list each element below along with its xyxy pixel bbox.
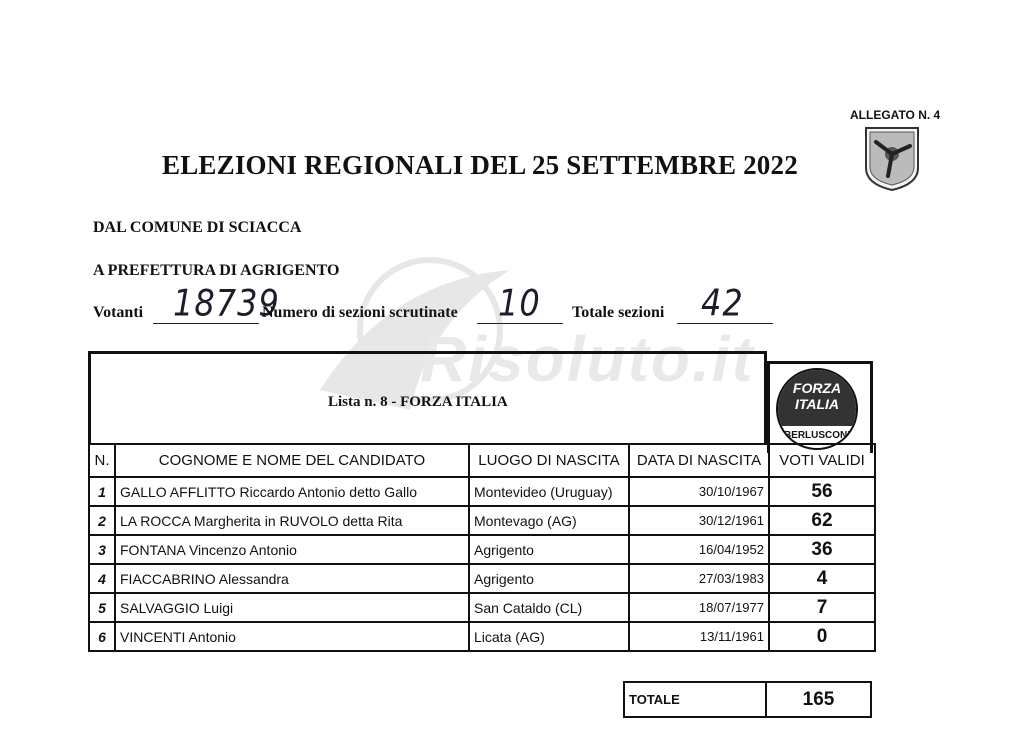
votes-summary <box>93 281 793 330</box>
votanti-value: 18739 <box>173 281 280 325</box>
birthdate: 16/04/1952 <box>629 535 769 564</box>
candidates-table <box>88 443 876 652</box>
birthplace: Montevago (AG) <box>469 506 629 535</box>
candidate-name: LA ROCCA Margherita in RUVOLO detta Rita <box>115 506 469 535</box>
logo-text-forza: FORZA <box>792 380 842 396</box>
birthplace: Agrigento <box>469 564 629 593</box>
birthplace: Montevideo (Uruguay) <box>469 477 629 506</box>
logo-text-berlusconi: BERLUSCONI <box>783 430 851 441</box>
birthdate: 13/11/1961 <box>629 622 769 651</box>
totale-sezioni-label: Totale sezioni <box>572 304 665 321</box>
header-number: N. <box>89 444 115 477</box>
row-number: 2 <box>89 506 115 535</box>
sezioni-scrutinate-value: 10 <box>498 281 541 325</box>
candidate-name: GALLO AFFLITTO Riccardo Antonio detto Gallo <box>115 477 469 506</box>
valid-votes: 62 <box>769 506 875 535</box>
table-row <box>89 622 875 651</box>
page-title: ELEZIONI REGIONALI DEL 25 SETTEMBRE 2022 <box>162 150 798 180</box>
birthplace: San Cataldo (CL) <box>469 593 629 622</box>
birthplace: Agrigento <box>469 535 629 564</box>
total-label: TOTALE <box>629 692 680 707</box>
from-municipality: DAL COMUNE DI SCIACCA <box>93 219 302 236</box>
to-prefecture: A PREFETTURA DI AGRIGENTO <box>93 262 340 279</box>
party-logo-box <box>767 361 873 453</box>
valid-votes: 36 <box>769 535 875 564</box>
candidate-name: FONTANA Vincenzo Antonio <box>115 535 469 564</box>
row-number: 5 <box>89 593 115 622</box>
birthdate: 30/12/1961 <box>629 506 769 535</box>
watermark-text: Risoluto.it <box>420 323 755 395</box>
valid-votes: 0 <box>769 622 875 651</box>
header-birthdate: DATA DI NASCITA <box>629 444 769 477</box>
sicily-region-emblem-icon <box>862 124 922 192</box>
row-number: 6 <box>89 622 115 651</box>
sezioni-scrutinate-label: Numero di sezioni scrutinate <box>262 304 458 321</box>
header-valid-votes: VOTI VALIDI <box>769 444 875 477</box>
table-row <box>89 593 875 622</box>
candidate-name: FIACCABRINO Alessandra <box>115 564 469 593</box>
row-number: 4 <box>89 564 115 593</box>
birthdate: 27/03/1983 <box>629 564 769 593</box>
annex-label: ALLEGATO N. 4 <box>850 108 941 122</box>
forza-italia-logo <box>776 368 858 450</box>
candidate-name: VINCENTI Antonio <box>115 622 469 651</box>
table-row <box>89 506 875 535</box>
birthdate: 30/10/1967 <box>629 477 769 506</box>
birthplace: Licata (AG) <box>469 622 629 651</box>
total-value: 165 <box>802 689 835 710</box>
valid-votes: 56 <box>769 477 875 506</box>
header-candidate-name: COGNOME E NOME DEL CANDIDATO <box>115 444 469 477</box>
table-row <box>89 564 875 593</box>
list-header-box <box>88 351 767 443</box>
list-title: Lista n. 8 - FORZA ITALIA <box>328 394 508 410</box>
votanti-label: Votanti <box>93 304 144 321</box>
header-birthplace: LUOGO DI NASCITA <box>469 444 629 477</box>
table-row <box>89 477 875 506</box>
birthdate: 18/07/1977 <box>629 593 769 622</box>
table-header-row <box>89 444 875 477</box>
candidate-name: SALVAGGIO Luigi <box>115 593 469 622</box>
logo-text-italia: ITALIA <box>794 396 840 412</box>
total-box <box>623 681 872 718</box>
totale-sezioni-value: 42 <box>701 281 744 325</box>
row-number: 3 <box>89 535 115 564</box>
table-row <box>89 535 875 564</box>
row-number: 1 <box>89 477 115 506</box>
valid-votes: 7 <box>769 593 875 622</box>
valid-votes: 4 <box>769 564 875 593</box>
